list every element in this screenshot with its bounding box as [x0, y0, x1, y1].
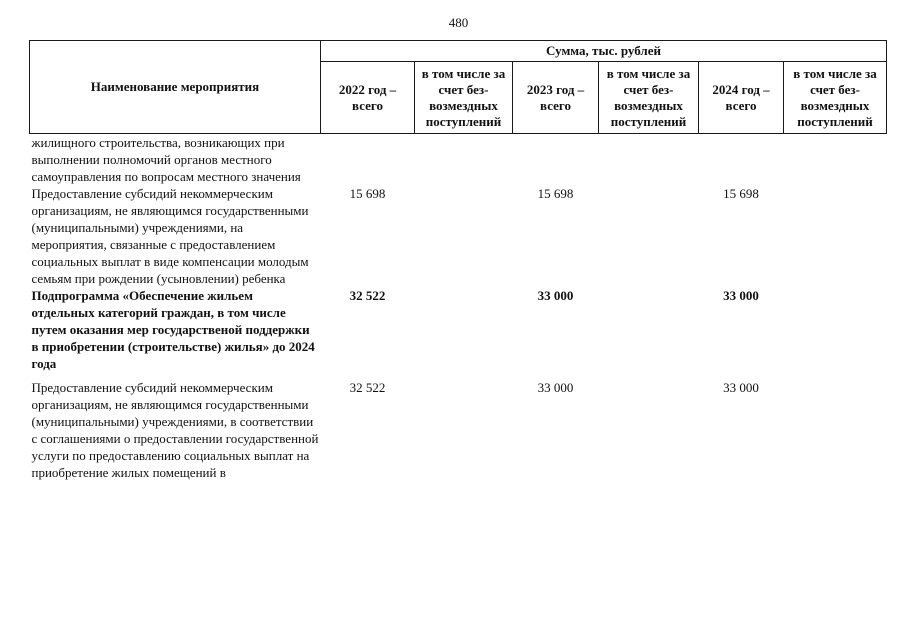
header-name-column: Наименование мероприятия	[30, 41, 321, 134]
row-name: Предоставление субсидий некоммерческим организациям, не являющимся государственными (муниципальными) учреждениями, на мероприятия, связанные с предоставлением социальных выплат в виде компенсации молодым семьям при рождении (усыновлении) ребенка	[31, 186, 309, 286]
value-2024: 15 698	[723, 186, 759, 201]
table-row	[30, 134, 887, 186]
table-row	[30, 372, 887, 481]
table-row	[30, 185, 887, 287]
value-2022: 32 522	[349, 288, 386, 303]
value-2023: 33 000	[537, 288, 574, 303]
table-row-subprogram	[30, 287, 887, 372]
header-2024-total: 2024 год – всего	[699, 62, 784, 134]
value-2023: 33 000	[537, 380, 574, 395]
value-2024: 33 000	[723, 380, 759, 395]
header-2022-total: 2022 год – всего	[321, 62, 415, 134]
budget-table	[29, 40, 887, 481]
row-name: жилищного строительства, возникающих при выполнении полномочий органов местного самоуправления по вопросам местного значения	[31, 135, 301, 184]
header-2023-total: 2023 год – всего	[513, 62, 599, 134]
page-number: 480	[448, 15, 469, 30]
row-name: Предоставление субсидий некоммерческим организациям, не являющимся государственными (муниципальными) учреждениями, в соответствии с соглашениями о предоставлении государственной услуги по предоставлению социальных выплат на приобретение жилых помещений в	[31, 380, 319, 480]
value-2023: 15 698	[537, 186, 574, 201]
header-2022-free: в том числе за счет без-возмездных поступлений	[415, 62, 513, 134]
row-name: Подпрограмма «Обеспечение жильем отдельных категорий граждан, в том числе путем оказания мер государственой поддержки в приобретении (строительстве) жилья» до 2024 года	[31, 288, 315, 371]
value-2022: 15 698	[349, 186, 386, 201]
value-2022: 32 522	[349, 380, 386, 395]
header-sum-group: Сумма, тыс. рублей	[321, 41, 887, 62]
value-2023	[513, 134, 599, 186]
value-2022	[321, 134, 415, 186]
value-2024: 33 000	[723, 288, 759, 303]
value-2024	[699, 134, 784, 186]
header-2024-free: в том числе за счет без-возмездных поступлений	[784, 62, 887, 134]
header-2023-free: в том числе за счет без-возмездных поступлений	[599, 62, 699, 134]
